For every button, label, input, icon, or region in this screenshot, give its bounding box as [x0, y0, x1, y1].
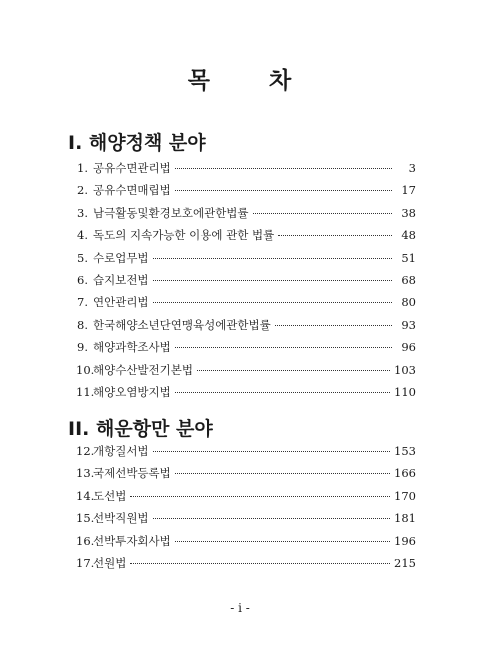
toc-entry-title: 선박직원법	[93, 511, 149, 526]
toc-entry-number: 13.	[76, 466, 95, 481]
toc-entry-page: 110	[394, 384, 416, 399]
toc-entry-page: 153	[394, 444, 416, 458]
toc-entry	[76, 205, 416, 227]
dot-leader	[175, 190, 392, 191]
toc-entry-title: 국제선박등록법	[93, 466, 171, 481]
toc-entry-page: 93	[401, 317, 416, 332]
toc-entry-page: 51	[401, 250, 416, 265]
dot-leader	[130, 496, 390, 497]
toc-entry	[76, 384, 416, 406]
toc-entry-page: 215	[394, 555, 416, 570]
toc-entry-page: 181	[394, 511, 416, 526]
toc-entry	[76, 510, 416, 532]
toc-entry-title: 공유수면관리법	[93, 161, 171, 175]
toc-entry-number: 3.	[77, 205, 88, 220]
toc-entry	[76, 533, 416, 555]
dot-leader	[275, 325, 392, 326]
toc-entry-number: 2.	[77, 183, 88, 198]
toc-entry-number: 11.	[76, 384, 95, 399]
toc-entry	[76, 294, 416, 316]
toc-entry-title: 해양오염방지법	[93, 384, 171, 399]
toc-entry-number: 15.	[76, 511, 95, 526]
toc-entry	[76, 227, 416, 249]
toc-entry-title: 해양수산발전기본법	[93, 362, 193, 377]
toc-list-1	[76, 160, 416, 406]
toc-entry-page: 196	[394, 533, 416, 548]
dot-leader	[130, 563, 390, 564]
dot-leader	[175, 347, 392, 348]
toc-entry	[76, 443, 416, 465]
toc-entry	[76, 317, 416, 339]
toc-entry-number: 16.	[76, 533, 95, 548]
toc-entry	[76, 488, 416, 510]
toc-entry	[76, 555, 416, 577]
toc-entry	[76, 160, 416, 182]
page-title	[0, 62, 480, 95]
dot-leader	[153, 518, 391, 519]
dot-leader	[153, 280, 392, 281]
section-heading-1: I. 해양정책 분야	[68, 132, 206, 154]
dot-leader	[153, 258, 392, 259]
toc-entry-number: 12.	[76, 444, 95, 458]
toc-entry-page: 170	[394, 488, 416, 503]
toc-entry-page: 96	[401, 340, 416, 355]
toc-entry-title: 연안관리법	[93, 295, 149, 310]
toc-entry-title: 해양과학조사법	[93, 340, 171, 355]
toc-entry	[76, 182, 416, 204]
toc-entry-number: 5.	[77, 250, 88, 265]
toc-entry-number: 8.	[77, 317, 88, 332]
toc-entry-title: 남극활동및환경보호에관한법률	[93, 205, 249, 220]
dot-leader	[175, 473, 390, 474]
toc-entry-page: 166	[394, 466, 416, 481]
dot-leader	[197, 370, 390, 371]
dot-leader	[278, 235, 392, 236]
toc-entry-page: 38	[401, 205, 416, 220]
section-heading-2: II. 해운항만 분야	[68, 418, 213, 440]
dot-leader	[175, 392, 390, 393]
toc-entry-page: 48	[401, 228, 416, 243]
toc-entry-title: 한국해양소년단연맹육성에관한법률	[93, 317, 271, 332]
toc-entry-page: 80	[401, 295, 416, 310]
toc-entry	[76, 272, 416, 294]
dot-leader	[153, 451, 391, 452]
toc-entry-number: 10.	[76, 362, 95, 377]
title-char-1: 목	[187, 67, 211, 94]
toc-entry-title: 독도의 지속가능한 이용에 관한 법률	[93, 228, 275, 243]
dot-leader	[175, 168, 392, 169]
toc-entry-number: 4.	[77, 228, 88, 243]
dot-leader	[175, 541, 390, 542]
toc-entry-page: 3	[408, 161, 416, 175]
toc-entry-title: 선원법	[93, 555, 127, 570]
page-number-footer: - i -	[230, 601, 250, 615]
toc-entry-title: 도선법	[93, 488, 127, 503]
toc-entry-page: 17	[401, 183, 416, 198]
toc-entry	[76, 250, 416, 272]
toc-entry-number: 9.	[77, 340, 88, 355]
toc-entry-number: 14.	[76, 488, 95, 503]
toc-entry-number: 6.	[77, 272, 88, 287]
toc-entry-title: 수로업무법	[93, 250, 149, 265]
dot-leader	[253, 213, 392, 214]
toc-entry-title: 습지보전법	[93, 272, 149, 287]
toc-entry-page: 68	[401, 272, 416, 287]
toc-entry-title: 공유수면매립법	[93, 183, 171, 198]
toc-entry-title: 선박투자회사법	[93, 533, 171, 548]
toc-entry	[76, 465, 416, 487]
toc-entry	[76, 362, 416, 384]
toc-entry-number: 7.	[77, 295, 88, 310]
toc-entry-page: 103	[394, 362, 416, 377]
toc-list-2	[76, 443, 416, 577]
toc-entry-number: 17.	[76, 555, 95, 570]
toc-entry-title: 개항질서법	[93, 444, 149, 458]
dot-leader	[153, 302, 392, 303]
title-char-2: 차	[269, 67, 293, 94]
toc-entry-number: 1.	[77, 161, 88, 175]
toc-entry	[76, 339, 416, 361]
